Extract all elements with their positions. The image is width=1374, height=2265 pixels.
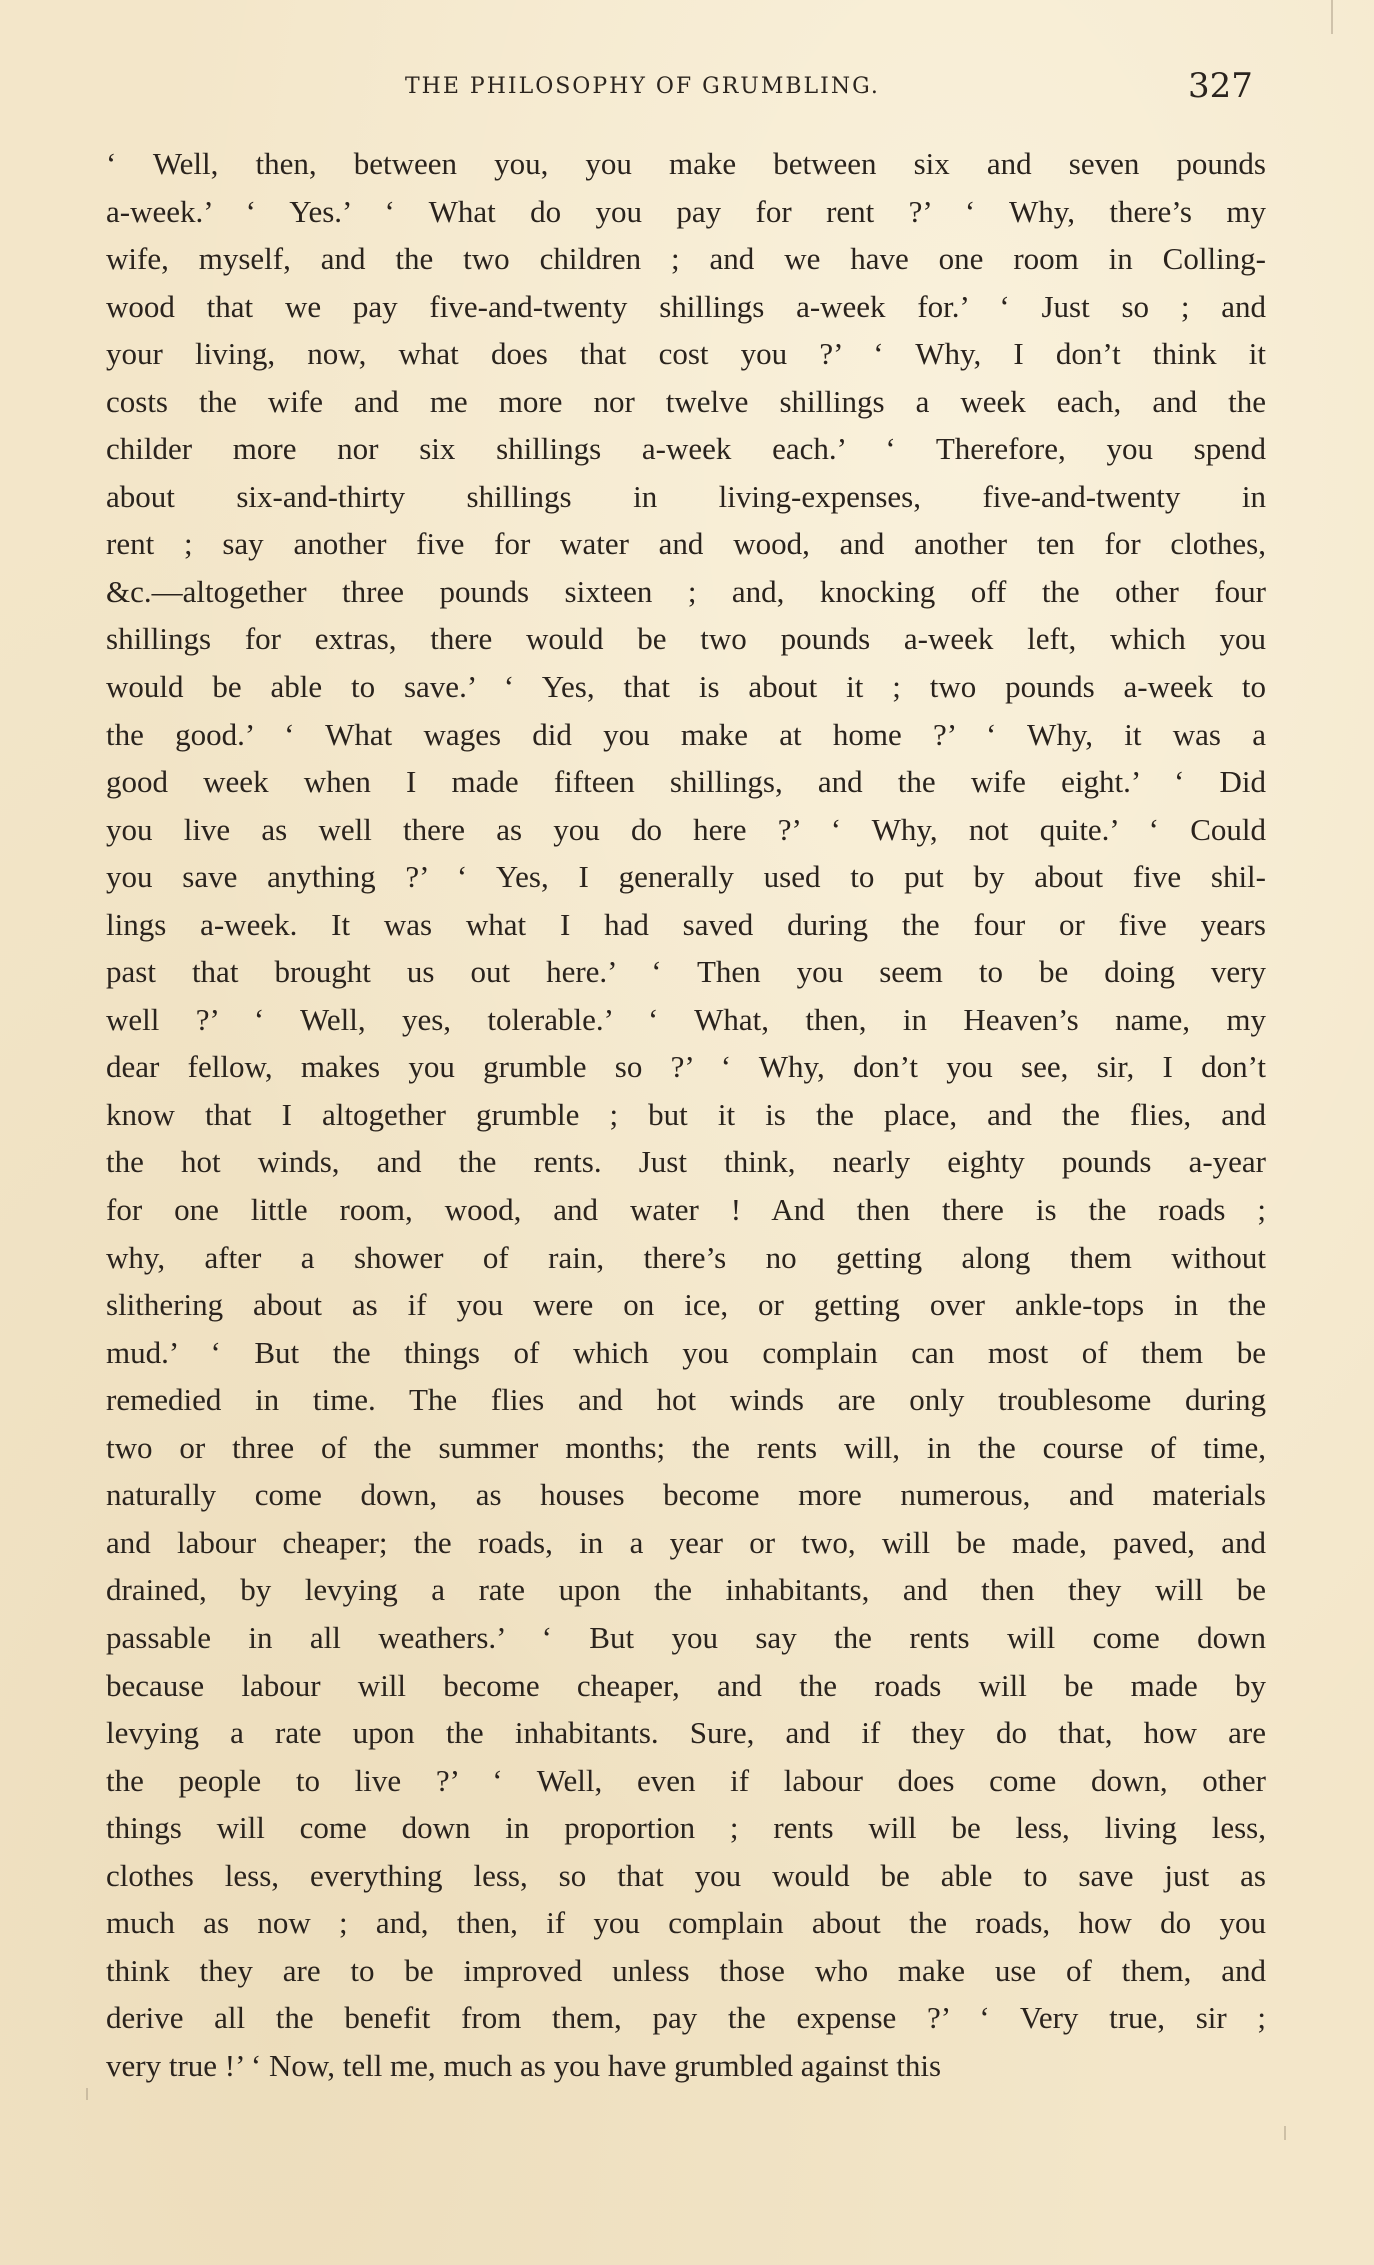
text-line: good week when I made fifteen shillings, and the wife eight.’ ‘ Did (106, 764, 1266, 800)
text-line: naturally come down, as houses become more numerous, and materials (106, 1477, 1266, 1513)
page-number: 327 (1188, 66, 1253, 106)
text-line: well ?’ ‘ Well, yes, tolerable.’ ‘ What, then, in Heaven’s name, my (106, 1001, 1266, 1037)
text-line: about six-and-thirty shillings in living-expenses, five-and-twenty in (106, 478, 1266, 514)
body-text (106, 140, 1266, 2089)
text-line: shillings for extras, there would be two pounds a-week left, which you (106, 621, 1266, 657)
text-line: drained, by levying a rate upon the inhabitants, and then they will be (106, 1572, 1266, 1608)
text-line: the people to live ?’ ‘ Well, even if labour does come down, other (106, 1762, 1266, 1798)
text-line: wood that we pay five-and-twenty shillings a-week for.’ ‘ Just so ; and (106, 288, 1266, 324)
text-line: why, after a shower of rain, there’s no getting along them without (106, 1239, 1266, 1275)
text-line: two or three of the summer months; the rents will, in the course of time, (106, 1429, 1266, 1465)
text-line: clothes less, everything less, so that you would be able to save just as (106, 1857, 1266, 1893)
text-line: your living, now, what does that cost you ?’ ‘ Why, I don’t think it (106, 336, 1266, 372)
text-line: for one little room, wood, and water ! And then there is the roads ; (106, 1192, 1266, 1228)
text-line: the hot winds, and the rents. Just think, nearly eighty pounds a-year (106, 1144, 1266, 1180)
margin-mark (1331, 0, 1333, 34)
text-line: dear fellow, makes you grumble so ?’ ‘ Why, don’t you see, sir, I don’t (106, 1049, 1266, 1085)
text-line: would be able to save.’ ‘ Yes, that is about it ; two pounds a-week to (106, 669, 1266, 705)
text-line: remedied in time. The flies and hot winds are only troublesome during (106, 1382, 1266, 1418)
text-line: much as now ; and, then, if you complain about the roads, how do you (106, 1905, 1266, 1941)
text-line: levying a rate upon the inhabitants. Sure, and if they do that, how are (106, 1715, 1266, 1751)
running-head (0, 66, 1374, 112)
text-line: mud.’ ‘ But the things of which you complain can most of them be (106, 1334, 1266, 1370)
text-line: you save anything ?’ ‘ Yes, I generally used to put by about five shil- (106, 859, 1266, 895)
text-line: because labour will become cheaper, and the roads will be made by (106, 1667, 1266, 1703)
text-line: the good.’ ‘ What wages did you make at home ?’ ‘ Why, it was a (106, 716, 1266, 752)
text-line: rent ; say another five for water and wood, and another ten for clothes, (106, 526, 1266, 562)
text-line: &c.—altogether three pounds sixteen ; and, knocking off the other four (106, 573, 1266, 609)
text-line: think they are to be improved unless those who make use of them, and (106, 1952, 1266, 1988)
text-line: and labour cheaper; the roads, in a year or two, will be made, paved, and (106, 1524, 1266, 1560)
margin-mark (86, 2088, 88, 2100)
text-line: lings a-week. It was what I had saved during the four or five years (106, 906, 1266, 942)
text-line: derive all the benefit from them, pay the expense ?’ ‘ Very true, sir ; (106, 2000, 1266, 2036)
text-line: slithering about as if you were on ice, or getting over ankle-tops in the (106, 1287, 1266, 1323)
margin-mark (1284, 2126, 1286, 2140)
text-line: wife, myself, and the two children ; and we have one room in Colling- (106, 241, 1266, 277)
text-line: past that brought us out here.’ ‘ Then you seem to be doing very (106, 954, 1266, 990)
text-line: very true !’ ‘ Now, tell me, much as you have grumbled against this (106, 2047, 942, 2083)
text-line: passable in all weathers.’ ‘ But you say the rents will come down (106, 1619, 1266, 1655)
text-line: things will come down in proportion ; rents will be less, living less, (106, 1810, 1266, 1846)
text-line: childer more nor six shillings a-week each.’ ‘ Therefore, you spend (106, 431, 1266, 467)
text-line: costs the wife and me more nor twelve shillings a week each, and the (106, 383, 1266, 419)
running-head-title: THE PHILOSOPHY OF GRUMBLING. (405, 74, 880, 99)
text-line: know that I altogether grumble ; but it is the place, and the flies, and (106, 1096, 1266, 1132)
text-line: you live as well there as you do here ?’ ‘ Why, not quite.’ ‘ Could (106, 811, 1266, 847)
text-line: ‘ Well, then, between you, you make between six and seven pounds (106, 146, 1266, 181)
text-line: a-week.’ ‘ Yes.’ ‘ What do you pay for rent ?’ ‘ Why, there’s my (106, 193, 1266, 229)
